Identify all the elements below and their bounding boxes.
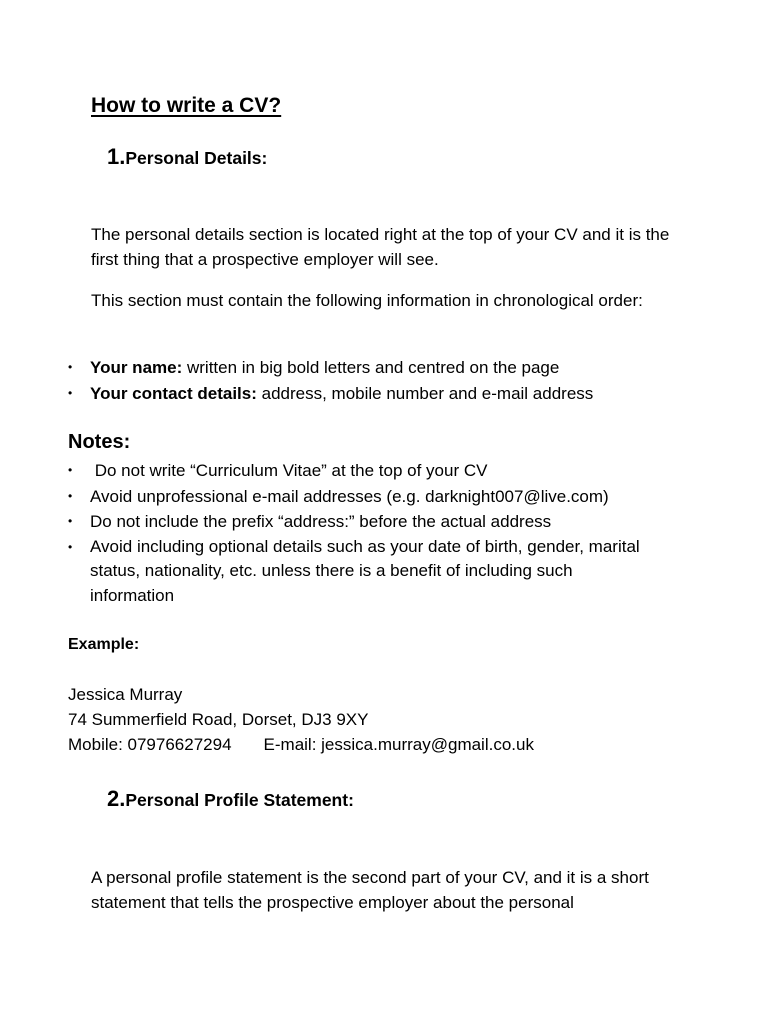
document-title: How to write a CV?	[91, 94, 282, 117]
list-item-text: written in big bold letters and centred on the page	[182, 358, 560, 377]
bullet-icon: •	[68, 360, 73, 374]
section-1-title: Personal Details:	[125, 148, 268, 168]
list-item-text: address, mobile number and e-mail address	[256, 383, 594, 403]
personal-details-list	[68, 355, 668, 406]
bullet-icon: •	[68, 385, 73, 400]
list-item-label: Your contact details:	[90, 383, 257, 403]
note-text: Do not write “Curriculum Vitae” at the top of your CV	[90, 461, 488, 480]
list-item	[68, 484, 668, 510]
section-1-heading	[107, 144, 267, 170]
bullet-icon: •	[68, 463, 73, 477]
section-2-heading	[107, 786, 354, 812]
section-2-paragraph-1: A personal profile statement is the second part of your CV, and it is a short statement that tells the prospective employer about the personal	[91, 868, 649, 912]
notes-heading: Notes:	[68, 431, 131, 453]
bullet-icon: •	[68, 514, 73, 528]
notes-list	[68, 458, 668, 608]
example-email: E-mail: jessica.murray@gmail.co.uk	[263, 735, 534, 754]
example-mobile: Mobile: 07976627294	[68, 735, 232, 754]
list-item-label: Your name:	[90, 358, 183, 377]
bullet-icon: •	[68, 539, 73, 554]
list-item	[68, 355, 668, 381]
list-item	[68, 535, 645, 609]
example-heading: Example:	[68, 636, 140, 653]
section-1-paragraph-1: The personal details section is located right at the top of your CV and it is the first thing that a prospective employer will see.	[91, 225, 670, 269]
section-2-number: 2.	[107, 786, 126, 811]
bullet-icon: •	[68, 488, 73, 503]
note-text: Do not include the prefix “address:” before the actual address	[90, 512, 552, 531]
list-item	[68, 381, 668, 407]
note-text: Avoid unprofessional e-mail addresses (e.g. darknight007@live.com)	[90, 486, 609, 506]
list-item	[68, 509, 668, 535]
list-item	[68, 458, 668, 484]
example-name: Jessica Murray	[68, 685, 183, 704]
note-text: Avoid including optional details such as your date of birth, gender, marital status, nationality, etc. unless there is a benefit of including such information	[90, 536, 640, 605]
section-1-paragraph-2: This section must contain the following information in chronological order:	[91, 291, 643, 310]
section-1-number: 1.	[107, 144, 126, 169]
section-2-title: Personal Profile Statement:	[125, 790, 354, 810]
example-address: 74 Summerfield Road, Dorset, DJ3 9XY	[68, 710, 369, 729]
example-contact-line	[68, 735, 534, 755]
